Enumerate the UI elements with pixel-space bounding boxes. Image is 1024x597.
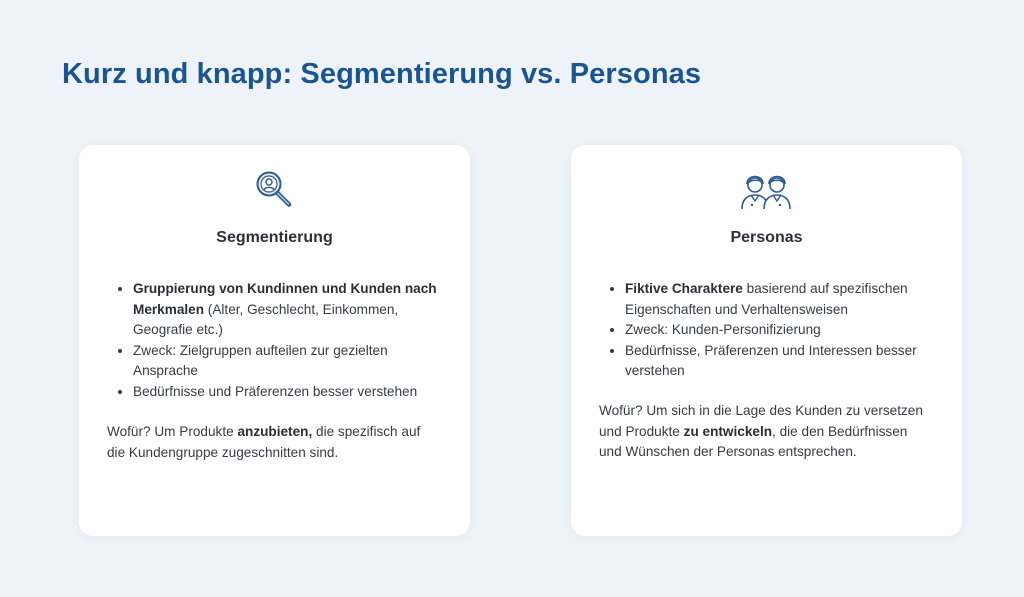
- bullet-text: Zweck: Zielgruppen aufteilen zur gezielten Ansprache: [133, 342, 388, 378]
- list-item: [625, 320, 936, 341]
- bullet-bold-text: Fiktive Charaktere: [625, 281, 743, 296]
- personas-card: [571, 145, 962, 536]
- segmentierung-card: [79, 145, 470, 536]
- paragraph-bold-text: anzubieten,: [237, 424, 313, 439]
- paragraph-bold-text: zu entwickeln: [683, 423, 773, 439]
- card-title: Segmentierung: [216, 229, 333, 246]
- paragraph-text: die spezifisch auf die Kundengruppe zugeschnitten sind.: [107, 424, 421, 460]
- bullet-text: Bedürfnisse und Präferenzen besser verstehen: [133, 383, 418, 399]
- bullet-list: [605, 279, 936, 382]
- list-item: [133, 279, 444, 341]
- list-item: [133, 341, 444, 382]
- page-title: Kurz und knapp: Segmentierung vs. Personas: [62, 58, 702, 90]
- list-item: [133, 382, 444, 403]
- bullet-bold-text: Gruppierung von Kundinnen und Kunden nach Merkmalen: [133, 281, 437, 317]
- list-item: [625, 341, 936, 382]
- purpose-paragraph: [107, 422, 440, 463]
- magnifier-person-icon: [253, 167, 297, 211]
- list-item: [625, 279, 936, 320]
- paragraph-text: Wofür? Um sich in die Lage des Kunden zu versetzen und Produkte: [599, 403, 923, 439]
- two-persons-icon: [739, 167, 795, 213]
- purpose-paragraph: [599, 401, 932, 463]
- paragraph-text: Wofür? Um Produkte: [107, 424, 238, 439]
- bullet-list: [113, 279, 444, 402]
- bullet-text: Bedürfnisse, Präferenzen und Interessen besser verstehen: [625, 342, 917, 378]
- bullet-text: Zweck: Kunden-Personifizierung: [625, 322, 821, 337]
- bullet-text: basierend auf spezifischen Eigenschaften und Verhaltensweisen: [625, 281, 908, 317]
- paragraph-text: , die den Bedürfnissen und Wünschen der Personas entsprechen.: [599, 423, 908, 459]
- card-title: Personas: [730, 229, 803, 246]
- bullet-text: (Alter, Geschlecht, Einkommen, Geografie etc.): [133, 301, 399, 337]
